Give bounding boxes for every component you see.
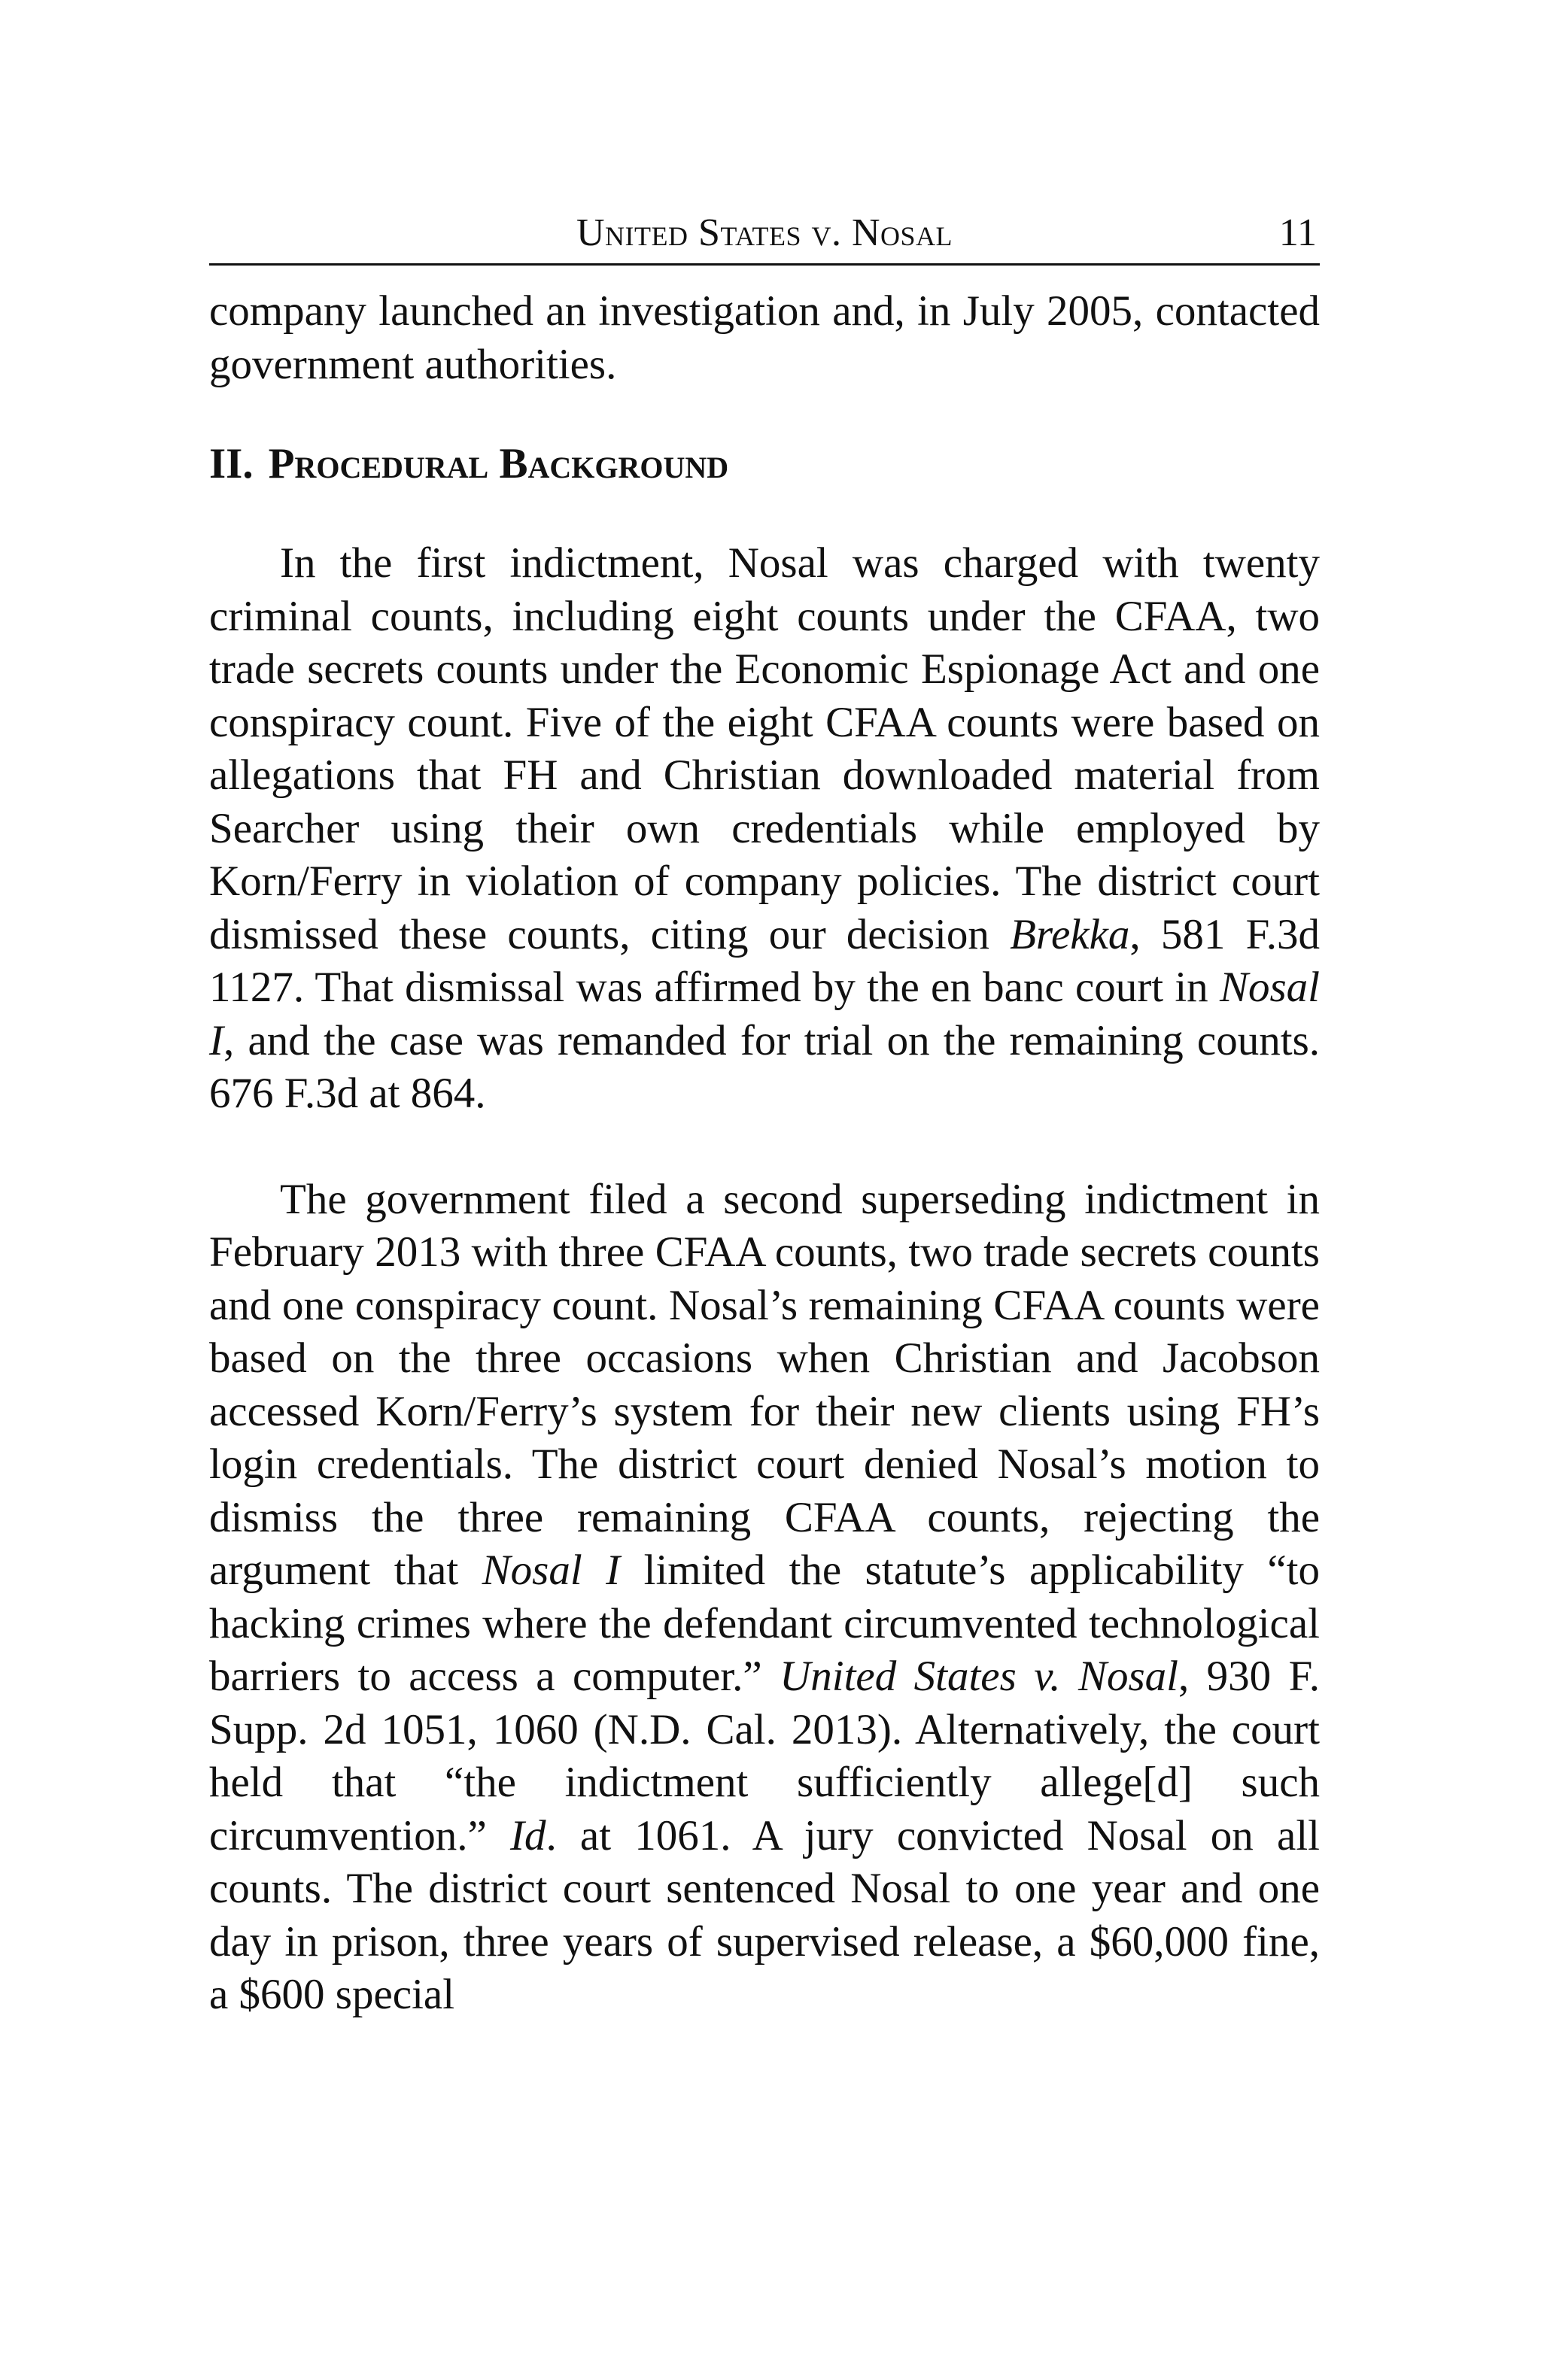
- paragraph-text: In the first indictment, Nosal was charged with twenty criminal counts, including eight counts under the CFAA, two trade secrets counts under the Economic Espionage Act and one conspiracy count. Five of the eight CFAA counts were based on allegations that FH and Christian downloaded material from Searcher using their own credentials while employed by Korn/Ferry in violation of company policies. The district court dismissed these counts, citing our decision: [209, 539, 1320, 958]
- paragraph-text: limited the statute’s applicability “to hacking crimes where the defendant circumvented technological barriers to access a computer.”: [209, 1547, 1320, 1700]
- case-citation: Nosal I: [482, 1547, 621, 1594]
- case-citation: Nosal I: [209, 964, 1320, 1064]
- paragraph-first-indictment: [209, 537, 1320, 1121]
- id-citation: Id: [509, 1811, 546, 1859]
- paragraph-text: . at 1061. A jury convicted Nosal on all counts. The district court sentenced Nosal to one year and one day in prison, three years of supervised release, a $60,000 fine, a $600 special: [209, 1811, 1320, 2018]
- section-heading: [209, 438, 1320, 490]
- case-citation: Brekka: [1010, 910, 1130, 958]
- paragraph-text: , 581 F.3d 1127. That dismissal was affirmed by the en banc court in: [209, 910, 1320, 1011]
- paragraph-text: , and the case was remanded for trial on the remaining counts. 676 F.3d at 864.: [209, 1016, 1320, 1117]
- paragraph-superseding-indictment: [209, 1173, 1320, 2022]
- case-citation: United States v. Nosal: [780, 1653, 1178, 1700]
- running-header: [209, 203, 1320, 266]
- paragraph-text: , 930 F. Supp. 2d 1051, 1060 (N.D. Cal. 2013). Alternatively, the court held that “the indictment sufficiently allege[d] such circumvention.”: [209, 1653, 1320, 1859]
- page-number: 11: [1278, 211, 1317, 254]
- continuation-paragraph: company launched an investigation and, in July 2005, contacted government authorities.: [209, 287, 1320, 388]
- paragraph-text: The government filed a second superseding indictment in February 2013 with three CFAA counts, two trade secrets counts and one conspiracy count. Nosal’s remaining CFAA counts were based on the three occasions when Christian and Jacobson accessed Korn/Ferry’s system for their new clients using FH’s login credentials. The district court denied Nosal’s motion to dismiss the three remaining CFAA counts, rejecting the argument that: [209, 1175, 1320, 1594]
- running-title: United States v. Nosal: [576, 211, 953, 254]
- document-page: [209, 203, 1320, 2022]
- section-number: II.: [209, 440, 254, 487]
- section-title: Procedural Background: [268, 440, 729, 487]
